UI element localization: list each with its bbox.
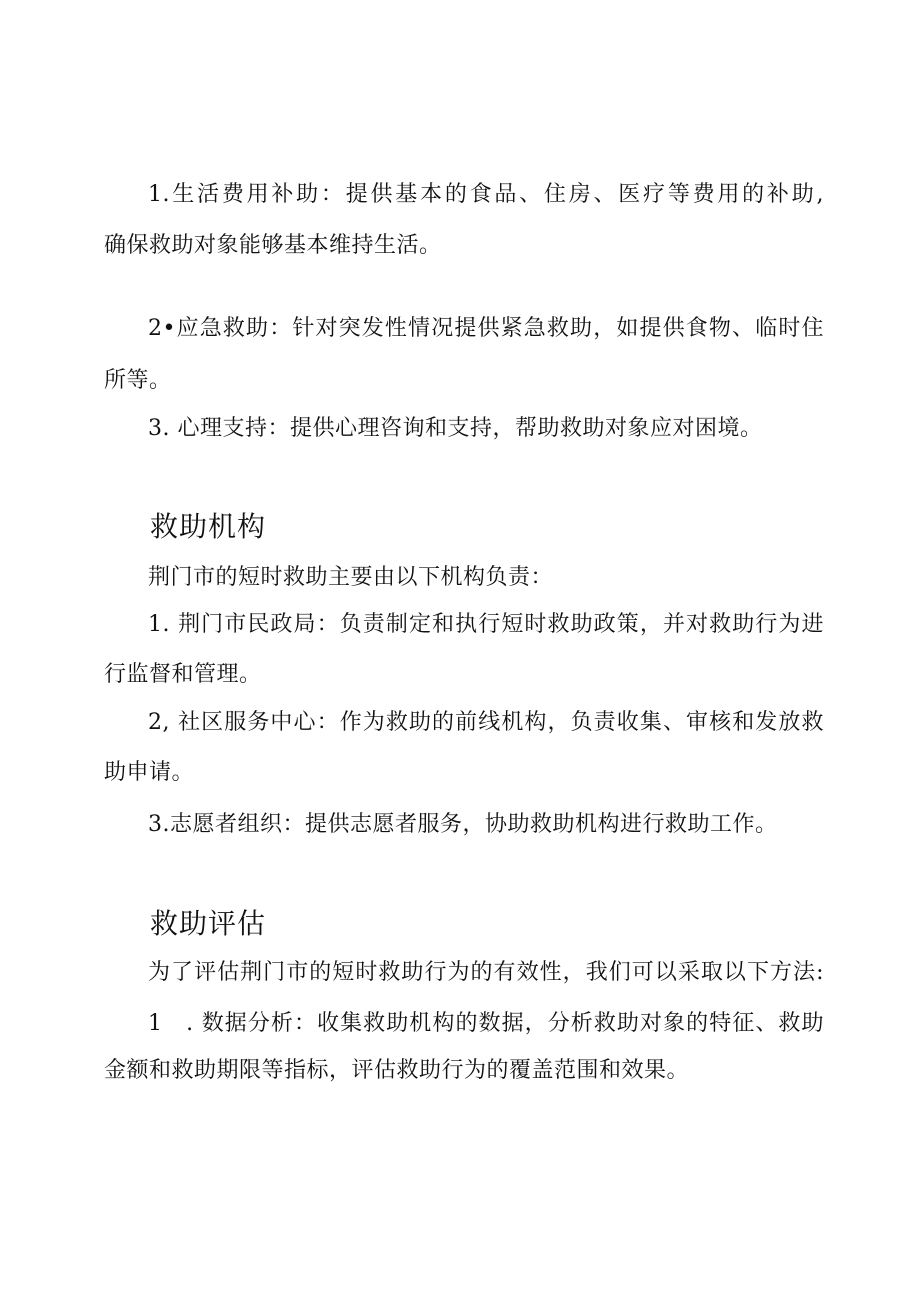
institutions-item3: 3.志愿者组织：提供志愿者服务，协助救助机构进行救助工作。: [148, 812, 778, 837]
support-item1-line2: 确保救助对象能够基本维持生活。: [104, 233, 442, 258]
support-item3: 3. 心理支持：提供心理咨询和支持，帮助救助对象应对困境。: [148, 416, 763, 441]
evaluation-heading: 救助评估: [150, 907, 267, 940]
institutions-item2-line2: 助申请。: [104, 760, 195, 785]
support-item2-line1: 2•应急救助：针对突发性情况提供紧急救助，如提供食物、临时住: [148, 316, 824, 341]
institutions-item1-line1: 1. 荆门市民政局：负责制定和执行短时救助政策，并对救助行为进: [148, 612, 824, 637]
institutions-item2-line1: 2, 社区服务中心：作为救助的前线机构，负责收集、审核和发放救: [148, 710, 824, 735]
evaluation-item1-line1: 1 . 数据分析：收集救助机构的数据，分析救助对象的特征、救助: [148, 1011, 824, 1036]
support-item1-line1: 1.生活费用补助：提供基本的食品、住房、医疗等费用的补助,: [148, 182, 824, 207]
evaluation-item1-line2: 金额和救助期限等指标，评估救助行为的覆盖范围和效果。: [104, 1058, 690, 1083]
institutions-item1-line2: 行监督和管理。: [104, 662, 262, 687]
evaluation-intro: 为了评估荆门市的短时救助行为的有效性，我们可以采取以下方法:: [148, 960, 824, 985]
institutions-heading: 救助机构: [150, 510, 267, 543]
institutions-intro: 荆门市的短时救助主要由以下机构负责：: [148, 565, 554, 590]
support-item2-line2: 所等。: [104, 368, 172, 393]
